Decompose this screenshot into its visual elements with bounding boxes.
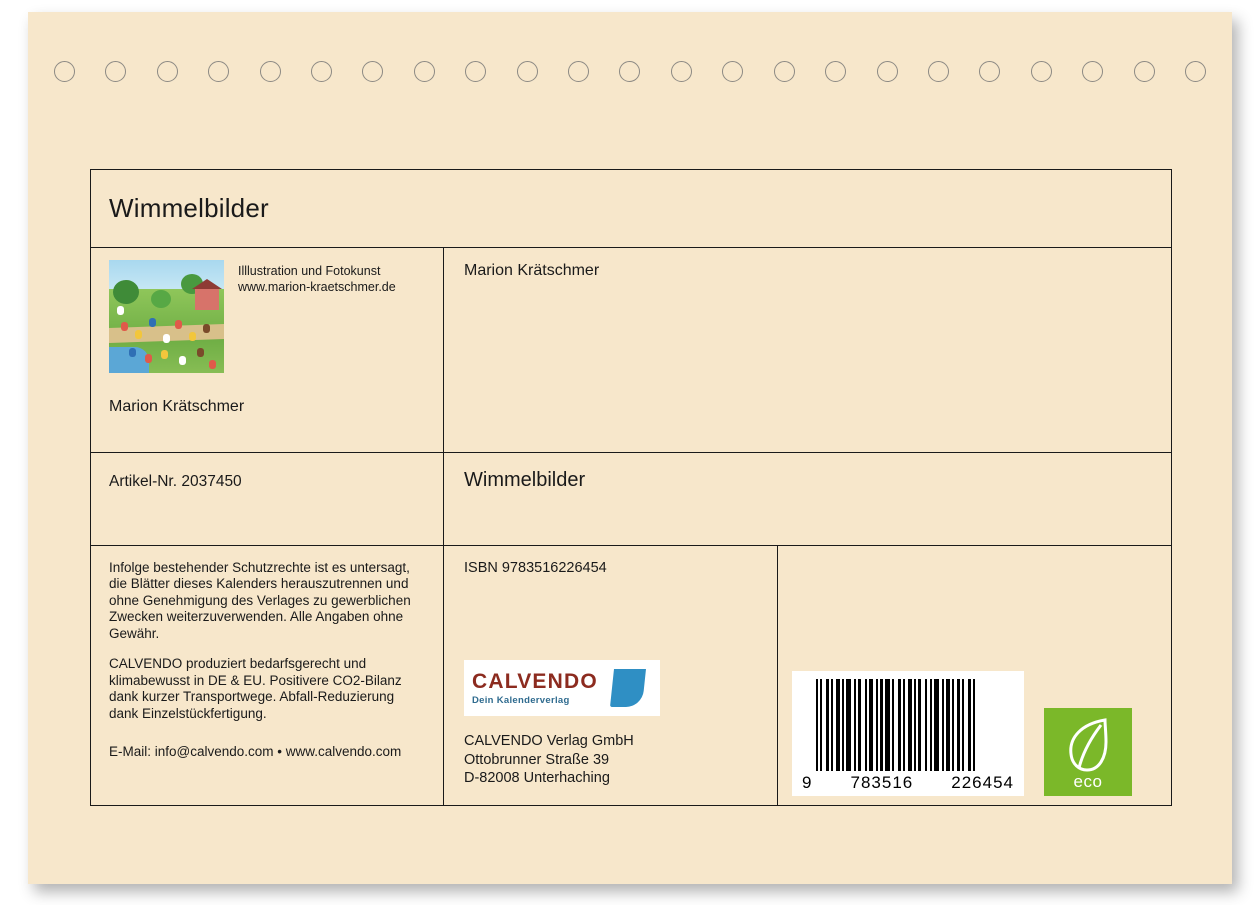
title-row	[91, 170, 1171, 248]
punch-hole-icon	[208, 61, 229, 82]
eco-label: eco	[1073, 772, 1103, 791]
punch-hole-icon	[1082, 61, 1103, 82]
punch-hole-icon	[105, 61, 126, 82]
punch-hole-icon	[825, 61, 846, 82]
cover-cell	[91, 248, 444, 452]
punch-hole-icon	[774, 61, 795, 82]
page-title: Wimmelbilder	[109, 193, 269, 223]
legal-paragraph-2: CALVENDO produziert bedarfsgerecht und klimabewusst in DE & EU. Positivere CO2-Bilanz dank kurzer Transportwege. Abfall-Reduzierung dank Einzelstückfertigung.	[109, 656, 402, 721]
isbn-text: ISBN 9783516226454	[464, 560, 607, 576]
cover-block	[109, 260, 429, 373]
cover-credit	[238, 260, 396, 295]
legal-row	[91, 546, 1171, 806]
calvendo-flag-icon	[610, 669, 646, 707]
credit-line-2: www.marion-kraetschmer.de	[238, 279, 396, 294]
barcode-group-2: 226454	[951, 773, 1014, 792]
punch-hole-icon	[311, 61, 332, 82]
article-row	[91, 453, 1171, 546]
calvendo-tagline: Dein Kalenderverlag	[472, 694, 570, 706]
barcode-group-1: 783516	[850, 773, 914, 792]
author-name-left: Marion Krätschmer	[109, 398, 245, 415]
punch-hole-icon	[568, 61, 589, 82]
punch-hole-icon	[465, 61, 486, 82]
isbn-publisher-cell	[444, 546, 778, 806]
article-number: Artikel-Nr. 2037450	[109, 473, 242, 490]
punch-hole-row	[28, 50, 1232, 92]
legal-text	[109, 560, 425, 761]
legal-cell	[91, 546, 444, 806]
calendar-back-cover-sheet	[28, 12, 1232, 884]
cover-illustration-icon	[109, 260, 224, 373]
punch-hole-icon	[671, 61, 692, 82]
punch-hole-icon	[1185, 61, 1206, 82]
credit-line-1: Illlustration und Fotokunst	[238, 264, 381, 278]
punch-hole-icon	[54, 61, 75, 82]
barcode-lead-digit: 9	[802, 773, 813, 792]
eco-logo	[1044, 708, 1132, 796]
punch-hole-icon	[517, 61, 538, 82]
publisher-name: CALVENDO Verlag GmbH	[464, 733, 634, 749]
author-row	[91, 248, 1171, 453]
punch-hole-icon	[619, 61, 640, 82]
punch-hole-icon	[979, 61, 1000, 82]
product-title-cell	[444, 453, 1171, 545]
contact-line: E-Mail: info@calvendo.com • www.calvendo.com	[109, 744, 402, 760]
punch-hole-icon	[260, 61, 281, 82]
legal-paragraph-1: Infolge bestehender Schutzrechte ist es untersagt, die Blätter dieses Kalenders herauszutrennen und ohne Genehmigung des Verlages zu gewerblichen Zwecken weiterzuverwenden. Alle Angaben ohne Gewähr.	[109, 560, 411, 641]
colophon-table	[90, 169, 1172, 806]
barcode-cell	[778, 546, 1171, 806]
barcode-bars-icon	[798, 679, 1018, 771]
punch-hole-icon	[722, 61, 743, 82]
calvendo-wordmark: CALVENDO	[472, 669, 598, 693]
product-title: Wimmelbilder	[464, 469, 586, 491]
punch-hole-icon	[414, 61, 435, 82]
punch-hole-icon	[928, 61, 949, 82]
barcode	[792, 671, 1024, 796]
leaf-icon	[1065, 716, 1111, 778]
publisher-address	[464, 732, 634, 788]
author-cell	[444, 248, 1171, 452]
punch-hole-icon	[157, 61, 178, 82]
barcode-digits	[798, 773, 1018, 793]
article-number-cell	[91, 453, 444, 545]
punch-hole-icon	[877, 61, 898, 82]
publisher-city: D-82008 Unterhaching	[464, 770, 610, 787]
punch-hole-icon	[1031, 61, 1052, 82]
punch-hole-icon	[1134, 61, 1155, 82]
calvendo-logo	[464, 660, 660, 716]
punch-hole-icon	[362, 61, 383, 82]
publisher-street: Ottobrunner Straße 39	[464, 751, 610, 768]
author-name-right: Marion Krätschmer	[464, 262, 600, 279]
